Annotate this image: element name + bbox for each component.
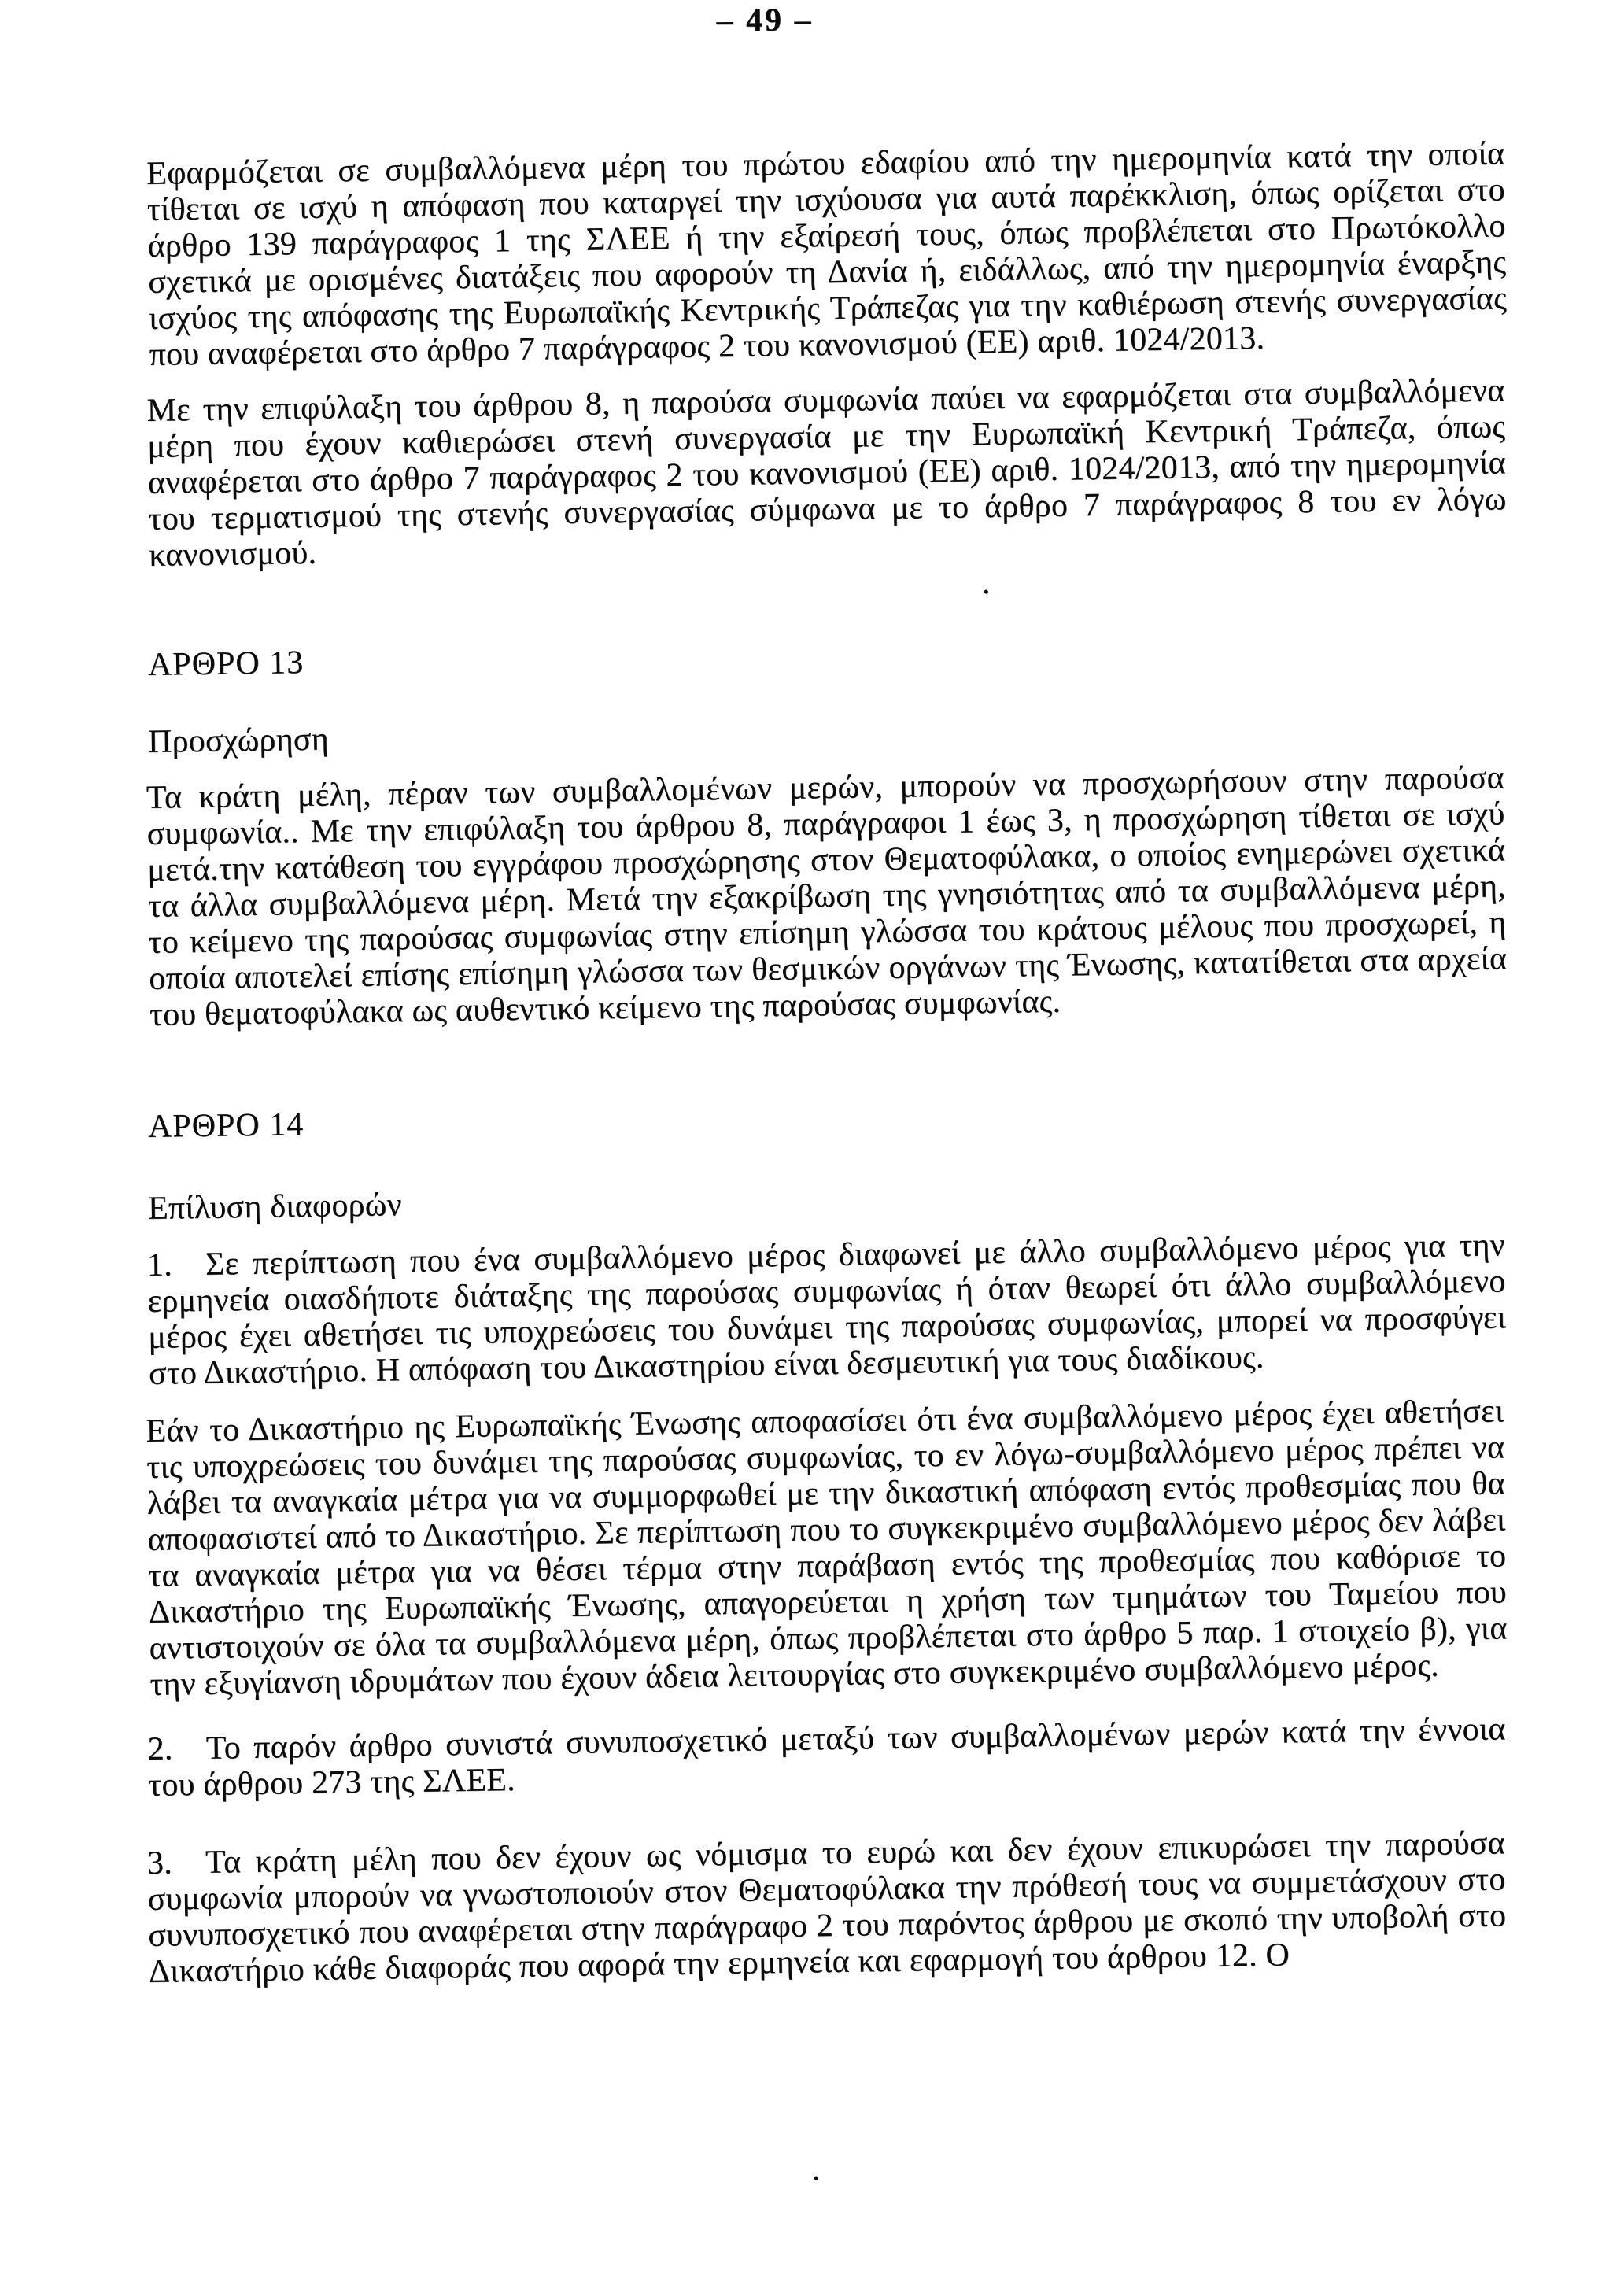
article-14-heading: ΑΡΘΡΟ 14 xyxy=(147,1106,304,1145)
paragraph-accession: Τα κράτη μέλη, πέραν των συμβαλλομένων μερών, μπορούν να προσχωρήσουν στην παρούσα συμφωνία.. Με την επιφύλαξη του άρθρου 8, παράγραφοι 1 έως 3, η προσχώρηση τίθεται σε ισχύ μετά.την κατάθεση του εγγράφου προσχώρησης στον Θεματοφύλακα, ο οποίος ενημερώνει σχετικά τα άλλα συμβαλλόμενα μέρη. Μετά την εξακρίβωση της γνησιότητας από τα συμβαλλόμενα μέρη, το κείμενο της παρούσας συμφωνίας στην επίσημη γλώσσα του κράτους μέλους που προσχωρεί, η οποία αποτελεί επίσης επίσημη γλώσσα των θεσμικών οργάνων της Ένωσης, κατατίθεται στα αρχεία του θεματοφύλακα ως αυθεντικό κείμενο της παρούσας συμφωνίας. xyxy=(146,759,1508,1033)
paragraph-dispute-point-1: 1. Σε περίπτωση που ένα συμβαλλόμενο μέρος διαφωνεί με άλλο συμβαλλόμενο μέρος για την ερμηνεία οιασδήποτε διάταξης της παρούσας συμφωνίας ή όταν θεωρεί ότι άλλο συμβαλλόμενο μέρος έχει αθετήσει τις υποχρεώσεις του δυνάμει της παρούσας συμφωνίας, μπορεί να προσφύγει στο Δικαστήριο. Η απόφαση του Δικαστηρίου είναι δεσμευτική για τους διαδίκους. xyxy=(146,1227,1507,1392)
page-number: – 49 – xyxy=(716,2,814,39)
document-body xyxy=(146,135,1508,1990)
stray-mark-dot: . xyxy=(812,2151,821,2188)
paragraph-dispute-court-ruling: Εάν το Δικαστήριο ης Ευρωπαϊκής Ένωσης αποφασίσει ότι ένα συμβαλλόμενο μέρος έχει αθετήσει τις υποχρεώσεις του δυνάμει της παρούσας συμφωνίας, το εν λόγω-συμβαλλόμενο μέρος πρέπει να λάβει τα αναγκαία μέτρα για να συμμορφωθεί με την δικαστική απόφαση εντός προθεσμίας που θα αποφασιστεί από το Δικαστήριο. Σε περίπτωση που το συγκεκριμένο συμβαλλόμενο μέρος δεν λάβει τα αναγκαία μέτρα για να θέσει τέρμα στην παράβαση εντός της προθεσμίας που καθόρισε το Δικαστήριο της Ευρωπαϊκής Ένωσης, απαγορεύεται η χρήση των τμημάτων του Ταμείου που αντιστοιχούν σε όλα τα συμβαλλόμενα μέρη, όπως προβλέπεται στο άρθρο 5 παρ. 1 στοιχείο β), για την εξυγίανση ιδρυμάτων που έχουν άδεια λειτουργίας στο συγκεκριμένο συμβαλλόμενο μέρος. xyxy=(146,1393,1508,1703)
paragraph-dispute-point-3: 3. Τα κράτη μέλη που δεν έχουν ως νόμισμα το ευρώ και δεν έχουν επικυρώσει την παρούσα συμφωνία μπορούν να γνωστοποιούν στον Θεματοφύλακα την πρόθεσή τους να συμμετάσχουν στο συνυποσχετικό που αναφέρεται στην παράγραφο 2 του παρόντος άρθρου με σκοπό την υποβολή στο Δικαστήριο κάθε διαφοράς που αφορά την ερμηνεία και εφαρμογή του άρθρου 12. Ο xyxy=(146,1825,1507,1990)
article-14-subtitle-dispute-settlement: Επίλυση διαφορών xyxy=(147,1187,403,1227)
paragraph-termination-close-cooperation: Με την επιφύλαξη του άρθρου 8, η παρούσα συμφωνία παύει να εφαρμόζεται στα συμβαλλόμενα μέρη που έχουν καθιερώσει στενή συνεργασία με την Ευρωπαϊκή Κεντρική Τράπεζα, όπως αναφέρεται στο άρθρο 7 παράγραφος 2 του κανονισμού (ΕΕ) αριθ. 1024/2013, από την ημερομηνία του τερματισμού της στενής συνεργασίας σύμφωνα με το άρθρο 7 παράγραφος 8 του εν λόγω κανονισμού. xyxy=(146,372,1507,574)
stray-mark-dot: . xyxy=(982,565,991,601)
article-13-subtitle-accession: Προσχώρηση xyxy=(147,721,330,760)
paragraph-dispute-point-2: 2. Το παρόν άρθρο συνιστά συνυποσχετικό μεταξύ των συμβαλλομένων μερών κατά την έννοια του άρθρου 273 της ΣΛΕΕ. xyxy=(147,1711,1506,1804)
paragraph-application-date: Εφαρμόζεται σε συμβαλλόμενα μέρη του πρώτου εδαφίου από την ημερομηνία κατά την οποία τίθεται σε ισχύ η απόφαση που καταργεί την ισχύουσα για αυτά παρέκκλιση, όπως ορίζεται στο άρθρο 139 παράγραφος 1 της ΣΛΕΕ ή την εξαίρεσή τους, όπως προβλέπεται στο Πρωτόκολλο σχετικά με ορισμένες διατάξεις που αφορούν τη Δανία ή, ειδάλλως, από την ημερομηνία έναρξης ισχύος της απόφασης της Ευρωπαϊκής Κεντρικής Τράπεζας για την καθιέρωση στενής συνεργασίας που αναφέρεται στο άρθρο 7 παράγραφος 2 του κανονισμού (ΕΕ) αριθ. 1024/2013. xyxy=(146,135,1508,373)
article-13-heading: ΑΡΘΡΟ 13 xyxy=(147,644,304,683)
